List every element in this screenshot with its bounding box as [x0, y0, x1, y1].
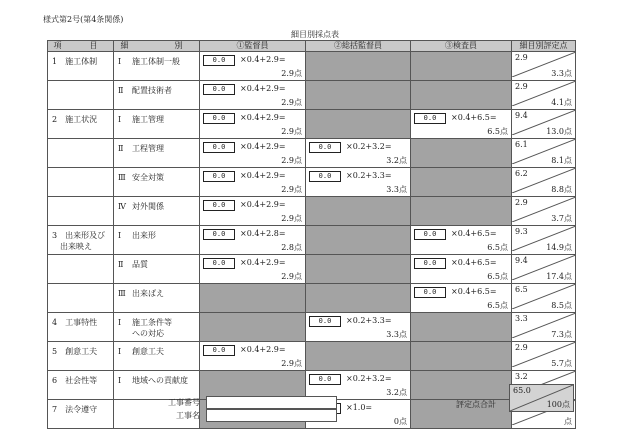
detail-number: Ⅰ	[118, 376, 122, 385]
chief-supervisor-disabled-cell	[306, 197, 411, 226]
inspector-score-input[interactable]: 0.0	[414, 229, 446, 240]
eval-score: 2.9	[515, 198, 528, 207]
eval-cell	[512, 52, 576, 81]
formula-result: 2.9点	[281, 359, 302, 368]
supervisor-score-input[interactable]: 0.0	[203, 229, 235, 240]
detail-label: 創意工夫	[132, 347, 164, 356]
detail-cell	[114, 139, 200, 168]
inspector-score-input[interactable]: 0.0	[414, 258, 446, 269]
eval-cell	[512, 313, 576, 342]
table-row	[48, 226, 576, 255]
formula-text: ×0.4+2.9=	[240, 171, 286, 180]
supervisor-score-cell	[200, 110, 306, 139]
item-cell	[48, 168, 114, 197]
score-table	[47, 40, 576, 429]
inspector-score-cell	[411, 255, 512, 284]
supervisor-score-input[interactable]: 0.0	[203, 258, 235, 269]
eval-score: 3.2	[515, 372, 528, 381]
detail-cell	[114, 313, 200, 342]
formula-text: ×0.4+6.5=	[451, 113, 497, 122]
table-row	[48, 81, 576, 110]
detail-label: 地域への貢献度	[132, 376, 188, 385]
table-row	[48, 139, 576, 168]
eval-max: 7.3点	[551, 330, 572, 339]
chief-supervisor-score-input[interactable]: 0.0	[309, 171, 341, 182]
formula-result: 0点	[393, 417, 407, 426]
chief-supervisor-disabled-cell	[306, 110, 411, 139]
detail-label: 対外関係	[132, 202, 164, 211]
formula-text: ×0.4+2.9=	[240, 142, 286, 151]
inspector-score-cell	[411, 284, 512, 313]
table-row	[48, 110, 576, 139]
detail-number: Ⅰ	[118, 347, 122, 356]
formula-result: 3.2点	[386, 156, 407, 165]
formula-text: ×0.4+6.5=	[451, 229, 497, 238]
detail-number: Ⅰ	[118, 231, 122, 240]
chief-supervisor-score-input[interactable]: 0.0	[309, 142, 341, 153]
supervisor-score-input[interactable]: 0.0	[203, 55, 235, 66]
eval-max: 点	[564, 417, 572, 426]
detail-number: Ⅱ	[118, 260, 124, 269]
form-code: 様式第2号(第4条関係)	[43, 15, 124, 24]
eval-cell	[512, 255, 576, 284]
formula-text: ×0.4+2.9=	[240, 113, 286, 122]
item-cell: 3 出来形及び 出来映え	[48, 226, 114, 255]
eval-cell	[512, 342, 576, 371]
formula-text: ×0.4+6.5=	[451, 287, 497, 296]
item-cell: 1 施工体制	[48, 52, 114, 81]
formula-text: ×0.2+3.3=	[346, 171, 392, 180]
eval-max: 8.1点	[551, 156, 572, 165]
header-item: 項 目	[48, 41, 114, 52]
supervisor-score-cell	[200, 81, 306, 110]
total-max: 100点	[546, 400, 570, 409]
chief-supervisor-disabled-cell	[306, 226, 411, 255]
supervisor-score-input[interactable]: 0.0	[203, 113, 235, 124]
inspector-disabled-cell	[411, 342, 512, 371]
formula-text: ×1.0=	[346, 403, 373, 412]
header-inspector: ③検査員	[411, 41, 512, 52]
formula-result: 2.9点	[281, 156, 302, 165]
detail-label: 施工体制一般	[132, 57, 180, 66]
item-cell	[48, 139, 114, 168]
detail-label: 施工管理	[132, 115, 164, 124]
item-cell	[48, 284, 114, 313]
header-supervisor: ①監督員	[200, 41, 306, 52]
eval-score: 9.4	[515, 256, 528, 265]
supervisor-disabled-cell	[200, 313, 306, 342]
formula-text: ×0.4+2.9=	[240, 345, 286, 354]
eval-max: 14.9点	[546, 243, 572, 252]
chief-supervisor-disabled-cell	[306, 255, 411, 284]
formula-text: ×0.4+2.9=	[240, 258, 286, 267]
inspector-disabled-cell	[411, 81, 512, 110]
formula-result: 2.9点	[281, 98, 302, 107]
detail-number: Ⅱ	[118, 144, 124, 153]
supervisor-score-cell	[200, 197, 306, 226]
detail-cell	[114, 255, 200, 284]
eval-max: 8.8点	[551, 185, 572, 194]
formula-result: 2.9点	[281, 69, 302, 78]
detail-number: Ⅲ	[118, 173, 126, 182]
eval-cell	[512, 81, 576, 110]
detail-number: Ⅰ	[118, 115, 122, 124]
project-number-label: 工事番号	[168, 398, 200, 407]
detail-cell	[114, 81, 200, 110]
formula-text: ×0.4+6.5=	[451, 258, 497, 267]
supervisor-score-cell	[200, 52, 306, 81]
formula-result: 6.5点	[487, 243, 508, 252]
formula-result: 2.8点	[281, 243, 302, 252]
formula-result: 2.9点	[281, 127, 302, 136]
chief-supervisor-score-cell	[306, 313, 411, 342]
inspector-disabled-cell	[411, 371, 512, 400]
inspector-disabled-cell	[411, 313, 512, 342]
formula-text: ×0.2+3.2=	[346, 374, 392, 383]
table-row	[48, 255, 576, 284]
eval-score: 6.5	[515, 285, 528, 294]
detail-cell	[114, 342, 200, 371]
chief-supervisor-score-cell	[306, 168, 411, 197]
inspector-score-input[interactable]: 0.0	[414, 287, 446, 298]
table-row	[48, 284, 576, 313]
chief-supervisor-disabled-cell	[306, 342, 411, 371]
item-cell: 4 工事特性	[48, 313, 114, 342]
total-score: 65.0	[513, 386, 531, 395]
eval-cell	[512, 168, 576, 197]
eval-score: 9.4	[515, 111, 528, 120]
item-cell	[48, 197, 114, 226]
chief-supervisor-disabled-cell	[306, 81, 411, 110]
supervisor-score-input[interactable]: 0.0	[203, 84, 235, 95]
formula-result: 2.9点	[281, 185, 302, 194]
eval-max: 4.1点	[551, 98, 572, 107]
formula-text: ×0.4+2.9=	[240, 55, 286, 64]
detail-cell	[114, 197, 200, 226]
inspector-disabled-cell	[411, 197, 512, 226]
detail-label: 施工条件等 への対応	[132, 318, 172, 338]
eval-score: 3.3	[515, 314, 528, 323]
eval-max: 5.7点	[551, 359, 572, 368]
project-number-field[interactable]	[206, 396, 337, 409]
detail-label: 配置技術者	[132, 86, 172, 95]
formula-result: 3.3点	[386, 330, 407, 339]
supervisor-score-cell	[200, 168, 306, 197]
inspector-disabled-cell	[411, 168, 512, 197]
detail-number: Ⅰ	[118, 318, 122, 327]
formula-text: ×0.4+2.9=	[240, 200, 286, 209]
supervisor-score-input[interactable]: 0.0	[203, 200, 235, 211]
detail-label: 品質	[132, 260, 148, 269]
inspector-score-cell	[411, 110, 512, 139]
item-cell	[48, 255, 114, 284]
project-name-label: 工事名	[176, 411, 200, 420]
detail-number: Ⅱ	[118, 86, 124, 95]
eval-max: 3.7点	[551, 214, 572, 223]
formula-text: ×0.4+2.8=	[240, 229, 286, 238]
eval-score: 2.9	[515, 82, 528, 91]
formula-text: ×0.4+2.9=	[240, 84, 286, 93]
inspector-disabled-cell	[411, 139, 512, 168]
eval-score: 6.2	[515, 169, 528, 178]
project-name-field[interactable]	[206, 409, 337, 422]
header-chief-supervisor: ②総括監督員	[306, 41, 411, 52]
item-cell	[48, 81, 114, 110]
supervisor-score-input[interactable]: 0.0	[203, 171, 235, 182]
eval-cell	[512, 139, 576, 168]
detail-label: 安全対策	[132, 173, 164, 182]
formula-result: 6.5点	[487, 127, 508, 136]
eval-cell	[512, 110, 576, 139]
detail-label: 出来形	[132, 231, 156, 240]
eval-cell	[512, 284, 576, 313]
inspector-score-cell	[411, 226, 512, 255]
item-cell: 2 施工状況	[48, 110, 114, 139]
total-score-box	[509, 384, 574, 412]
supervisor-disabled-cell	[200, 284, 306, 313]
supervisor-score-cell	[200, 255, 306, 284]
detail-number: Ⅲ	[118, 289, 126, 298]
page-title: 細目別採点表	[291, 30, 339, 39]
supervisor-score-cell	[200, 139, 306, 168]
detail-cell	[114, 110, 200, 139]
table-row	[48, 197, 576, 226]
eval-max: 17.4点	[546, 272, 572, 281]
chief-supervisor-score-input[interactable]: 0.0	[309, 316, 341, 327]
inspector-score-input[interactable]: 0.0	[414, 113, 446, 124]
header-detail: 細 別	[114, 41, 200, 52]
formula-result: 2.9点	[281, 272, 302, 281]
eval-score: 9.3	[515, 227, 528, 236]
eval-max: 3.3点	[551, 69, 572, 78]
item-cell: 5 創意工夫	[48, 342, 114, 371]
supervisor-score-input[interactable]: 0.0	[203, 345, 235, 356]
item-cell: 6 社会性等	[48, 371, 114, 400]
chief-supervisor-disabled-cell	[306, 52, 411, 81]
detail-label: 出来ばえ	[132, 289, 164, 298]
eval-max: 8.5点	[551, 301, 572, 310]
chief-supervisor-score-input[interactable]: 0.0	[309, 374, 341, 385]
detail-cell	[114, 226, 200, 255]
detail-cell	[114, 168, 200, 197]
eval-score: 2.9	[515, 343, 528, 352]
table-row	[48, 313, 576, 342]
inspector-disabled-cell	[411, 52, 512, 81]
eval-score: 2.9	[515, 53, 528, 62]
supervisor-score-cell	[200, 226, 306, 255]
detail-number: Ⅰ	[118, 57, 122, 66]
chief-supervisor-disabled-cell	[306, 284, 411, 313]
detail-label: 工程管理	[132, 144, 164, 153]
header-eval: 細目別評定点	[512, 41, 576, 52]
formula-text: ×0.2+3.3=	[346, 316, 392, 325]
formula-result: 3.2点	[386, 388, 407, 397]
detail-cell	[114, 371, 200, 400]
table-row	[48, 168, 576, 197]
table-row	[48, 342, 576, 371]
eval-cell	[512, 226, 576, 255]
detail-number: Ⅳ	[118, 202, 126, 211]
eval-max: 13.0点	[546, 127, 572, 136]
formula-result: 6.5点	[487, 272, 508, 281]
supervisor-score-input[interactable]: 0.0	[203, 142, 235, 153]
chief-supervisor-score-cell	[306, 139, 411, 168]
formula-result: 3.3点	[386, 185, 407, 194]
item-cell: 7 法令遵守	[48, 400, 114, 429]
supervisor-score-cell	[200, 342, 306, 371]
formula-result: 6.5点	[487, 301, 508, 310]
eval-score: 6.1	[515, 140, 528, 149]
total-label: 評定点合計	[456, 400, 496, 409]
eval-cell	[512, 197, 576, 226]
detail-cell	[114, 52, 200, 81]
formula-result: 2.9点	[281, 214, 302, 223]
table-row	[48, 52, 576, 81]
detail-cell	[114, 284, 200, 313]
formula-text: ×0.2+3.2=	[346, 142, 392, 151]
